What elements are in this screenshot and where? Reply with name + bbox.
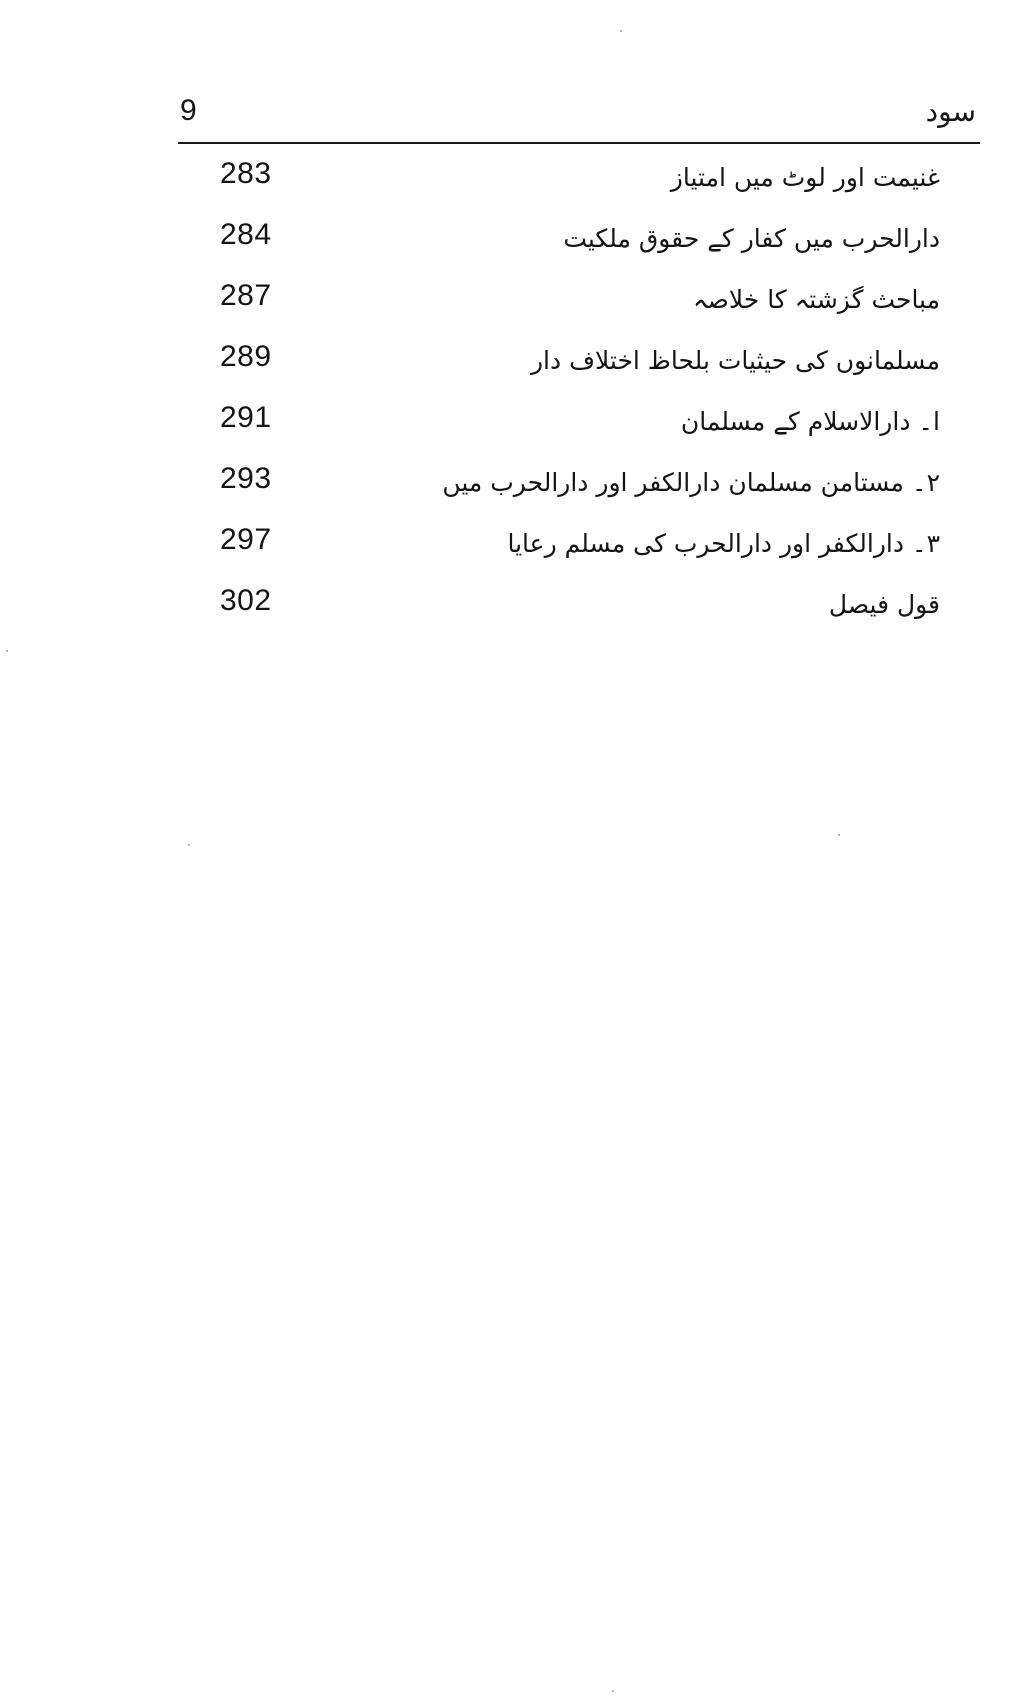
page-header xyxy=(178,88,978,144)
toc-page-number: 284 xyxy=(220,218,272,251)
toc-title: مباحث گزشتہ کا خلاصہ xyxy=(693,285,940,314)
page-number: 9 xyxy=(180,94,197,127)
toc-page-number: 302 xyxy=(220,584,272,617)
toc-entry xyxy=(210,272,940,333)
scan-speck xyxy=(6,650,8,652)
toc-entry xyxy=(210,394,940,455)
toc-entry xyxy=(210,333,940,394)
toc-page-number: 291 xyxy=(220,401,272,434)
running-title: سود xyxy=(925,95,976,128)
toc-title: ۲۔ مستامن مسلمان دارالکفر اور دارالحرب میں xyxy=(442,468,940,497)
toc-title: ۳۔ دارالکفر اور دارالحرب کی مسلم رعایا xyxy=(507,529,940,558)
scan-speck xyxy=(620,30,622,32)
toc-title: قول فیصل xyxy=(828,590,940,619)
scan-speck xyxy=(838,834,840,836)
toc-title: مسلمانوں کی حیثیات بلحاظ اختلاف دار xyxy=(530,346,940,375)
scan-speck xyxy=(188,844,190,846)
toc-entry xyxy=(210,211,940,272)
toc-entry xyxy=(210,150,940,211)
header-rule xyxy=(178,142,980,144)
toc-entry xyxy=(210,455,940,516)
toc-title: ا۔ دارالاسلام کے مسلمان xyxy=(680,407,940,436)
toc-page-number: 283 xyxy=(220,157,272,190)
toc-page-number: 287 xyxy=(220,279,272,312)
table-of-contents xyxy=(210,150,940,638)
toc-entry xyxy=(210,577,940,638)
toc-page-number: 297 xyxy=(220,523,272,556)
toc-title: غنیمت اور لوٹ میں امتیاز xyxy=(670,163,940,192)
scan-speck xyxy=(612,1690,614,1692)
toc-page-number: 289 xyxy=(220,340,272,373)
toc-title: دارالحرب میں کفار کے حقوق ملکیت xyxy=(563,224,940,253)
toc-page-number: 293 xyxy=(220,462,272,495)
toc-entry xyxy=(210,516,940,577)
